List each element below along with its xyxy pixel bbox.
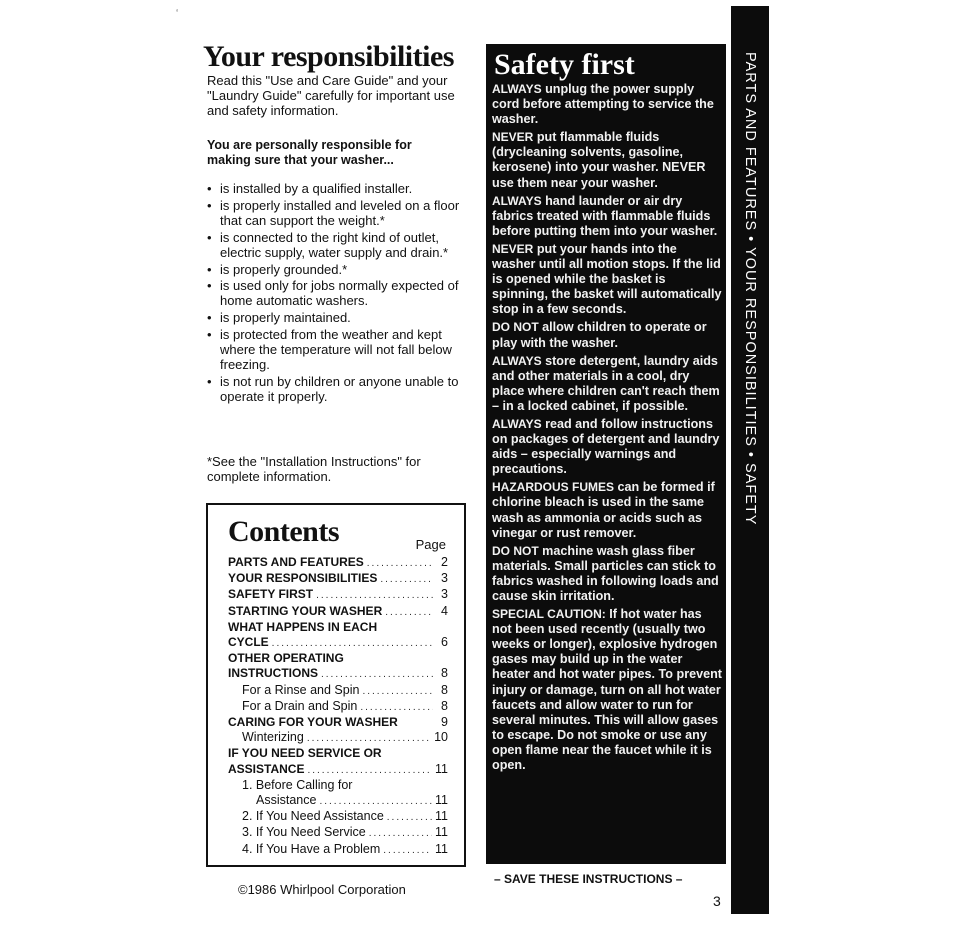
toc-leader <box>321 667 433 682</box>
list-item: • is protected from the weather and kept where the temperature will not fall below freezing. <box>207 328 467 373</box>
toc-page-number: 8 <box>441 666 448 681</box>
toc-page-number: 3 <box>441 587 448 602</box>
toc-label: 1. Before Calling for <box>242 777 353 792</box>
safety-keyword: ALWAYS <box>492 82 542 96</box>
toc-row <box>228 762 448 778</box>
toc-leader <box>383 843 432 858</box>
toc-page-number: 11 <box>435 761 448 776</box>
toc-leader <box>319 794 432 809</box>
safety-text: put your hands into the washer until all motion stops. If the lid is opened while the basket is spinning, the basket will automatically stop in a few seconds. <box>492 241 722 317</box>
table-of-contents <box>228 555 448 858</box>
list-item: • is installed by a qualified installer. <box>207 182 467 197</box>
toc-leader <box>307 763 432 778</box>
toc-row <box>228 699 448 715</box>
toc-leader <box>367 556 433 571</box>
safety-text: store detergent, laundry aids and other materials in a cool, dry place where children can't reach them – in a locked cabinet, if possible. <box>492 353 720 413</box>
list-item: • is properly grounded.* <box>207 263 467 278</box>
toc-leader <box>369 826 432 841</box>
list-item: • is used only for jobs normally expected of home automatic washers. <box>207 279 467 309</box>
toc-page-number: 3 <box>441 571 448 586</box>
toc-leader <box>360 700 433 715</box>
toc-label: CARING FOR YOUR WASHER <box>228 715 398 730</box>
toc-row <box>228 635 448 651</box>
save-instructions-note: – SAVE THESE INSTRUCTIONS – <box>494 872 683 886</box>
toc-page-number: 9 <box>441 715 448 730</box>
toc-label: PARTS AND FEATURES <box>228 555 364 569</box>
toc-label: INSTRUCTIONS <box>228 666 318 681</box>
toc-row <box>228 571 448 587</box>
contents-title: Contents <box>228 515 340 548</box>
safety-panel <box>486 44 726 864</box>
toc-page-number: 11 <box>435 809 448 824</box>
toc-page-number: 2 <box>441 555 448 569</box>
toc-leader <box>316 588 433 603</box>
toc-page-number: 11 <box>435 793 448 808</box>
toc-page-number: 10 <box>434 730 448 745</box>
safety-keyword: ALWAYS <box>492 353 542 368</box>
safety-keyword: SPECIAL CAUTION: <box>492 607 606 622</box>
contents-page-label: Page <box>415 537 446 552</box>
toc-row <box>228 666 448 682</box>
toc-row <box>228 620 448 635</box>
installation-footnote: *See the "Installation Instructions" for complete information. <box>207 454 421 484</box>
toc-label: WHAT HAPPENS IN EACH <box>228 619 378 634</box>
safety-keyword: NEVER <box>492 241 534 256</box>
toc-row <box>228 825 448 841</box>
toc-label: Assistance <box>256 793 317 808</box>
toc-label: For a Drain and Spin <box>242 698 358 713</box>
stray-mark: ‘ <box>176 8 179 19</box>
list-item: • is properly installed and leveled on a floor that can support the weight.* <box>207 199 467 229</box>
toc-label: IF YOU NEED SERVICE OR <box>228 746 382 761</box>
toc-label: 2. If You Need Assistance <box>242 809 384 824</box>
safety-items <box>492 82 722 776</box>
safety-text: can be formed if chlorine bleach is used in the same wash as ammonia or acids such as vinegar or rust remover. <box>492 480 715 540</box>
toc-leader <box>387 810 432 825</box>
list-item: • is properly maintained. <box>207 311 467 326</box>
safety-text: hand launder or air dry fabrics treated with flammable fluids before putting them into your washer. <box>492 193 718 238</box>
safety-title: Safety first <box>494 48 635 81</box>
safety-item <box>492 130 722 190</box>
toc-leader <box>380 572 433 587</box>
toc-label: For a Rinse and Spin <box>242 682 360 697</box>
safety-item <box>492 82 722 127</box>
toc-label: CYCLE <box>228 635 269 650</box>
page-number: 3 <box>713 893 721 909</box>
safety-keyword: ALWAYS <box>492 416 542 431</box>
toc-row <box>228 730 448 746</box>
toc-row <box>228 651 448 666</box>
safety-item <box>492 194 722 239</box>
safety-text: unplug the power supply cord before attempting to service the washer. <box>492 82 714 127</box>
toc-label: SAFETY FIRST <box>228 587 314 602</box>
safety-item <box>492 480 722 540</box>
toc-leader <box>362 684 433 699</box>
safety-text: allow children to operate or play with the washer. <box>492 320 707 350</box>
safety-keyword: DO NOT <box>492 320 539 335</box>
safety-keyword: HAZARDOUS FUMES <box>492 480 614 495</box>
toc-row <box>228 793 448 809</box>
toc-label: Winterizing <box>242 730 304 745</box>
toc-row <box>228 715 448 730</box>
toc-page-number: 4 <box>441 603 448 618</box>
safety-item <box>492 320 722 350</box>
safety-item <box>492 417 722 477</box>
toc-row <box>228 842 448 858</box>
safety-keyword: DO NOT <box>492 543 539 558</box>
toc-row <box>228 587 448 603</box>
safety-item <box>492 242 722 317</box>
toc-leader <box>307 731 431 746</box>
toc-leader <box>272 636 433 651</box>
toc-leader <box>385 605 433 620</box>
toc-page-number: 6 <box>441 635 448 650</box>
toc-row <box>228 604 448 620</box>
toc-row <box>228 778 448 793</box>
toc-row <box>228 809 448 825</box>
toc-label: OTHER OPERATING <box>228 651 344 666</box>
toc-label: 4. If You Have a Problem <box>242 841 381 856</box>
toc-row <box>228 746 448 761</box>
toc-page-number: 8 <box>441 682 448 697</box>
copyright: ©1986 Whirlpool Corporation <box>238 882 406 897</box>
toc-label: STARTING YOUR WASHER <box>228 603 383 618</box>
safety-item <box>492 354 722 414</box>
toc-label: 3. If You Need Service <box>242 825 366 840</box>
responsibilities-bold-intro: You are personally responsible for making sure that your washer... <box>207 138 412 167</box>
safety-text: machine wash glass fiber materials. Small particles can stick to fabrics washed in following loads and cause skin irritation. <box>492 543 719 603</box>
safety-item <box>492 607 722 773</box>
toc-row <box>228 555 448 571</box>
toc-page-number: 11 <box>435 841 448 856</box>
safety-text: read and follow instructions on packages of detergent and laundry aids – especially warnings and precautions. <box>492 416 720 477</box>
safety-text: If hot water has not been used recently (usually two weeks or longer), explosive hydrogen gases may build up in the water heater and hot water pipes. To prevent injury or damage, turn on all hot water faucets and allow water to run for several minutes. This will allow gases to escape. Do not smoke or use any open flame near the faucet while it is open. <box>492 607 722 773</box>
toc-page-number: 11 <box>435 825 448 840</box>
safety-keyword: NEVER <box>492 130 534 145</box>
side-tab-label: PARTS AND FEATURES • YOUR RESPONSIBILITIES • SAFETY <box>742 52 758 526</box>
section-side-tab <box>731 6 769 914</box>
contents-box <box>206 503 466 867</box>
responsibilities-list <box>207 182 467 407</box>
toc-label: YOUR RESPONSIBILITIES <box>228 571 378 586</box>
toc-row <box>228 683 448 699</box>
list-item: • is not run by children or anyone unable to operate it properly. <box>207 375 467 405</box>
responsibilities-intro: Read this "Use and Care Guide" and your "Laundry Guide" carefully for important use and safety information. <box>207 73 455 118</box>
toc-page-number: 8 <box>441 698 448 713</box>
safety-text: put flammable fluids (drycleaning solvents, gasoline, kerosene) into your washer. NEVER use them near your washer. <box>492 130 706 190</box>
safety-keyword: ALWAYS <box>492 193 542 208</box>
safety-item <box>492 544 722 604</box>
list-item: • is connected to the right kind of outlet, electric supply, water supply and drain.* <box>207 231 467 261</box>
responsibilities-title: Your responsibilities <box>203 40 454 73</box>
toc-label: ASSISTANCE <box>228 761 305 776</box>
